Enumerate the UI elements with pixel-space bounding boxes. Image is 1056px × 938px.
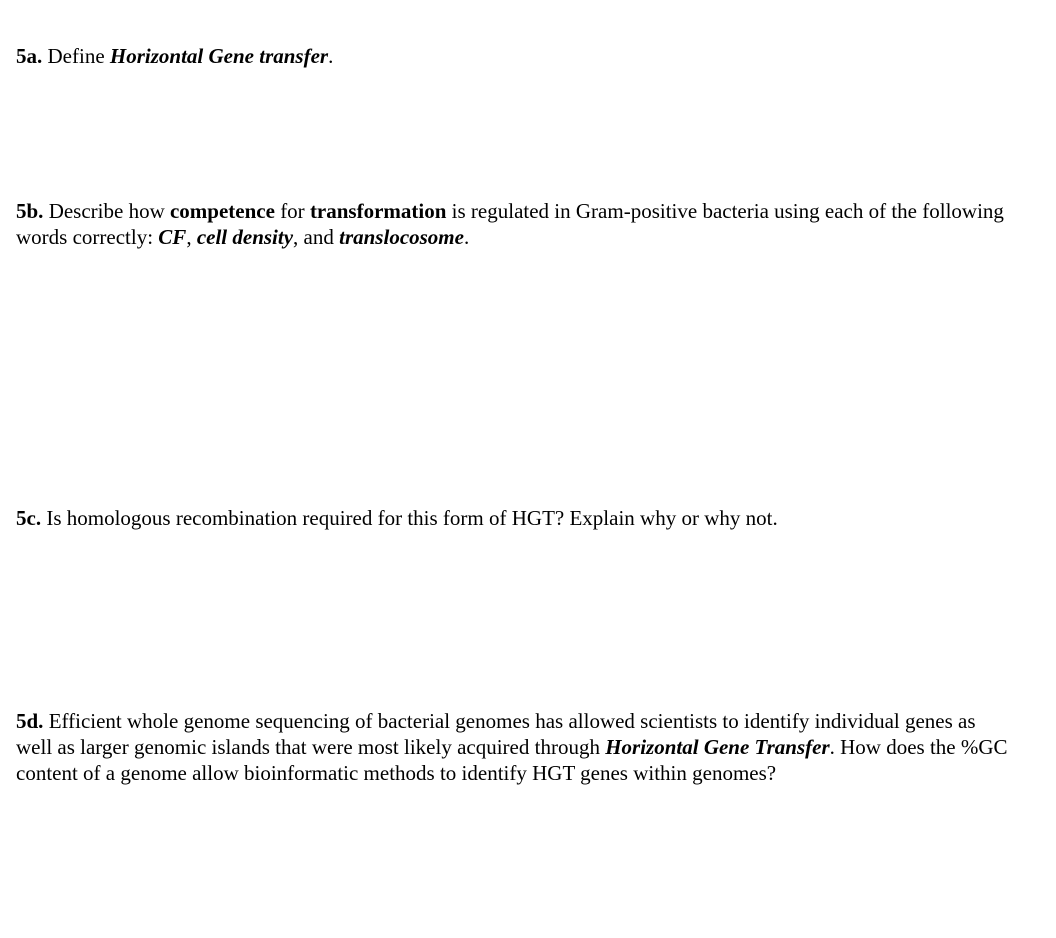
- question-text: is regulated in Gram-positive bacteria using each of the following words correctly:: [16, 199, 1004, 249]
- question-text: ,: [186, 225, 197, 249]
- question-text: Is homologous recombination required for this form of HGT? Explain why or why not.: [41, 506, 778, 530]
- question-number: 5c.: [16, 506, 42, 530]
- key-term: Horizontal Gene transfer: [109, 44, 329, 68]
- question-number: 5d.: [16, 709, 44, 733]
- question-number: 5b.: [16, 199, 44, 223]
- question-5c: [16, 505, 1016, 531]
- key-term: Horizontal Gene Transfer: [605, 735, 830, 759]
- bold-term: competence: [169, 199, 275, 223]
- question-text: .: [463, 225, 470, 249]
- bold-term: transformation: [309, 199, 447, 223]
- question-text: . How does the %GC content of a genome allow bioinformatic methods to identify HGT genes within genomes?: [16, 735, 1008, 785]
- key-term: cell density: [196, 225, 294, 249]
- question-text: Define: [42, 44, 110, 68]
- question-number: 5a.: [16, 44, 43, 68]
- question-text: Efficient whole genome sequencing of bacterial genomes has allowed scientists to identify individual genes as well as larger genomic islands that were most likely acquired through: [16, 709, 976, 759]
- question-text: for: [274, 199, 310, 223]
- question-5a: [16, 43, 1016, 69]
- key-term: CF: [158, 225, 187, 249]
- question-text: , and: [293, 225, 340, 249]
- question-text: Describe how: [43, 199, 170, 223]
- question-5b: [16, 198, 1016, 250]
- key-term: translocosome: [339, 225, 464, 249]
- question-5d: [16, 708, 1016, 786]
- question-text: .: [328, 44, 334, 68]
